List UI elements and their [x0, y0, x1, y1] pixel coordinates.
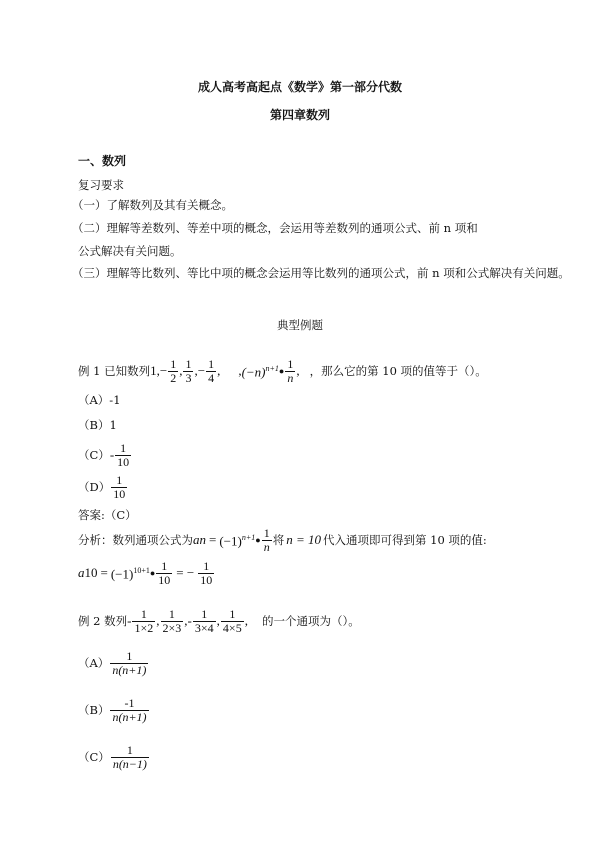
- ex2-option-c: （C） $\frac{1}{n(n-1)}$: [78, 742, 147, 771]
- fraction-1-3: $\frac{1}{3}$: [185, 356, 192, 385]
- requirement-1: （一）了解数列及其有关概念。: [72, 198, 233, 212]
- example-1-prefix: 例 1 已知数列: [78, 364, 151, 378]
- requirement-2-cont: 公式解决有关问题。: [78, 244, 182, 258]
- fraction-option-b: $\frac{-1}{n(n+1)}$: [112, 695, 147, 724]
- analysis: 分析：数列通项公式为 a n = $(-1)^{n+1}$ ● $\frac{1}{n}$ 将 n = 10 代入通项即可得到第 10 项的值:: [78, 525, 487, 554]
- example-2-question: 例 2 数列 - $\frac{1}{1\times 2}$ , $\frac{1}{2\times 3}$ , - $\frac{1}{3\times 4}$ , $\frac{1}{4\times 5}$ , 的一个通项为（）。: [78, 606, 360, 635]
- general-term: $(-n)^{n+1}$: [241, 364, 279, 380]
- fraction-1-10: $\frac{1}{10}$: [117, 440, 130, 469]
- a10-formula: a 10 = $(-1)^{10+1}$ ● $\frac{1}{10}$ = − $\frac{1}{10}$: [78, 558, 213, 587]
- fraction-1-10: $\frac{1}{10}$: [158, 558, 171, 587]
- example-1-question: 例 1 已知数列 1, − $\frac{1}{2}$ , $\frac{1}{3}$ , − $\frac{1}{4}$ , , $(-n)^{n+1}$ ● $\frac{1}{n}$ , ，那么它的第 10 项的值等于（）。: [78, 356, 487, 385]
- requirement-2: （二）理解等差数列、等差中项的概念，会运用等差数列的通项公式、前 n 项和: [72, 221, 478, 235]
- option-b: （B）1: [78, 418, 117, 432]
- example-1-suffix: ，那么它的第 10 项的值等于（）。: [309, 364, 487, 378]
- fraction-1-1x2: $\frac{1}{1\times 2}$: [134, 606, 154, 635]
- requirement-3: （三）理解等比数列、等比中项的概念会运用等比数列的通项公式，前 n 项和公式解决有关问题。: [72, 266, 570, 280]
- fraction-1-n: $\frac{1}{n}$: [287, 356, 294, 385]
- ex2-option-b: （B） $\frac{-1}{n(n+1)}$: [78, 695, 147, 724]
- ex2-option-a: （A） $\frac{1}{n(n+1)}$: [78, 648, 147, 677]
- fraction-1-2x3: $\frac{1}{2\times 3}$: [162, 606, 182, 635]
- page-title: 成人高考高起点《数学》第一部分代数: [197, 80, 402, 94]
- option-d: （D） $\frac{1}{10}$: [78, 472, 126, 501]
- chapter-title: 第四章数列: [269, 108, 330, 122]
- minus-sign: −: [159, 363, 168, 378]
- fraction-1-10: $\frac{1}{10}$: [113, 472, 126, 501]
- fraction-1-4x5: $\frac{1}{4\times 5}$: [222, 606, 242, 635]
- review-label: 复习要求: [78, 178, 124, 192]
- option-c: （C） - $\frac{1}{10}$: [78, 440, 130, 469]
- first-term: 1,: [150, 363, 160, 378]
- option-a: （A）-1: [78, 393, 121, 407]
- fraction-1-2: $\frac{1}{2}$: [170, 356, 177, 385]
- fraction-1-4: $\frac{1}{4}$: [208, 356, 215, 385]
- fraction-1-3x4: $\frac{1}{3\times 4}$: [194, 606, 214, 635]
- fraction-option-a: $\frac{1}{n(n+1)}$: [112, 648, 147, 677]
- fraction-1-n: $\frac{1}{n}$: [263, 525, 270, 554]
- section-heading: 一、数列: [78, 154, 127, 168]
- fraction-1-10: $\frac{1}{10}$: [200, 558, 213, 587]
- answer: 答案:（C）: [78, 508, 137, 522]
- examples-heading: 典型例题: [277, 318, 323, 332]
- fraction-option-c: $\frac{1}{n(n-1)}$: [112, 742, 147, 771]
